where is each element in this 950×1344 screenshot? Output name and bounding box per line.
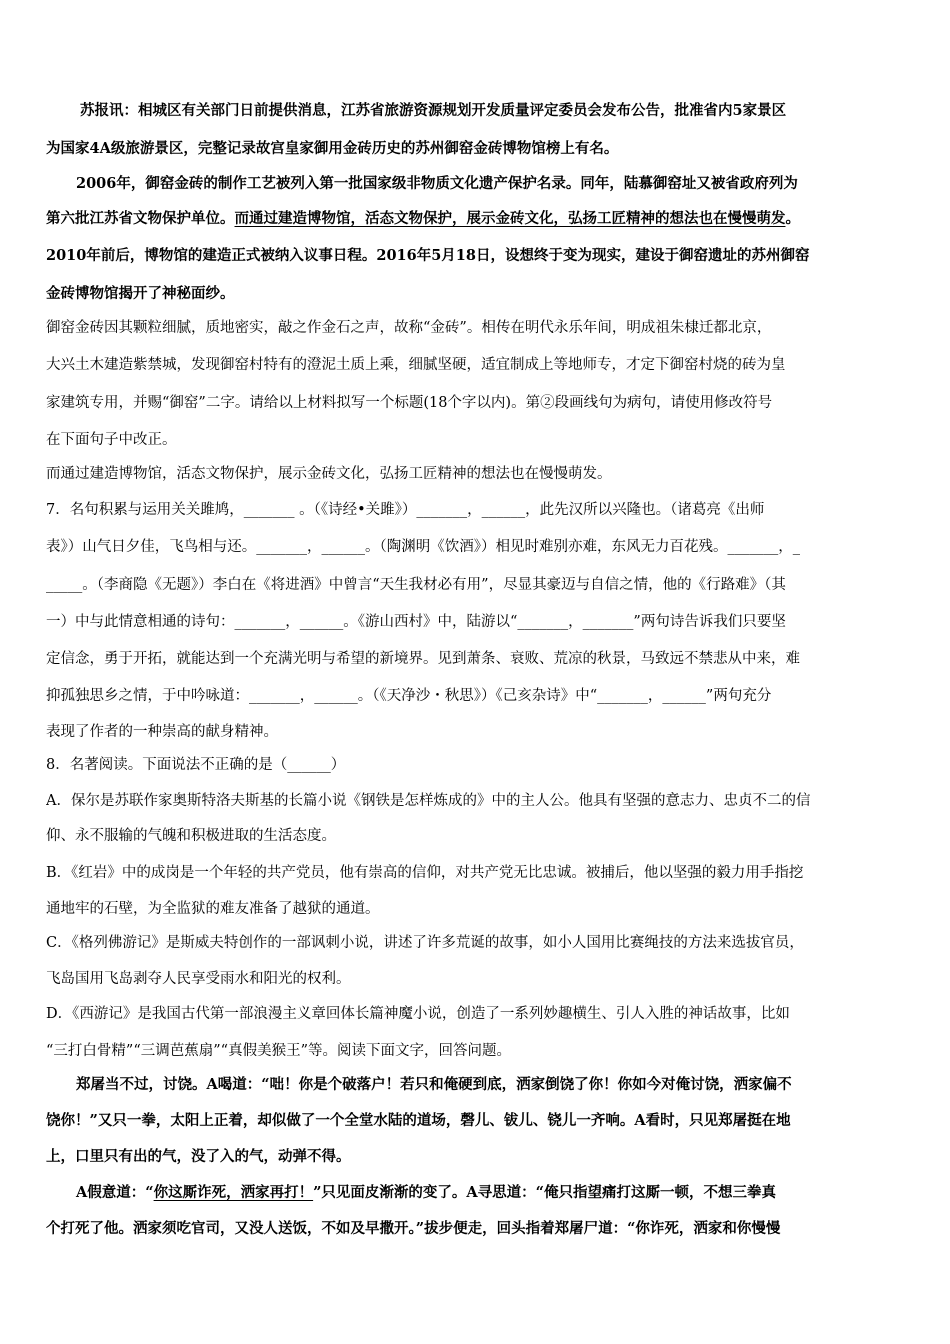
para3-line1: 御窑金砖因其颗粒细腻，质地密实，敲之作金石之声，故称“金砖”。相传在明代永乐年间，明成祖朱棣迁都北京， [46, 320, 772, 336]
q8-option-a-line2: 仰、永不服输的气魄和积极进取的生活态度。 [46, 828, 336, 844]
para2-line2 [46, 209, 908, 229]
para2-line2-start: 第六批江苏省文物保护单位。 [46, 210, 235, 227]
q8-option-c-line1: C．《格列佛游记》是斯威夫特创作的一部讽刺小说，讲述了许多荒诞的故事，如小人国用比赛绳技的方法来选拔官员， [46, 935, 804, 951]
q7-line3: _____。（李商隐《无题》）李白在《将进酒》中曾言“天生我材必有用”，尽显其豪迈与自信之情，他的《行路难》（其 [46, 577, 786, 593]
para3-line2: 大兴土木建造紫禁城，发现御窑村特有的澄泥土质上乘，细腻坚硬，适宜制成上等地师专，才定下御窑村烧的砖为皇 [46, 357, 786, 373]
q7-line4: 一）中与此情意相通的诗句：_______，______。《游山西村》中，陆游以“_______，_______”两句诗告诉我们只要坚 [46, 614, 786, 630]
q8-option-a-line1: A．保尔是苏联作家奥斯特洛夫斯基的长篇小说《钢铁是怎样炼成的》中的主人公。他具有坚强的意志力、忠贞不二的信 [46, 793, 811, 809]
q8-option-b-line1: B．《红岩》中的成岗是一个年轻的共产党员，他有崇高的信仰，对共产党无比忠诚。被捕后，他以坚强的毅力用手指挖 [46, 865, 804, 881]
underlined-sentence: 而通过建造博物馆，活态文物保护，展示金砖文化，弘扬工匠精神的想法也在慢慢萌发 [234, 210, 786, 227]
para4-line3: 上，口里只有出的气，没了入的气，动弹不得。 [46, 1148, 351, 1165]
q7-line5: 定信念，勇于开拓，就能达到一个充满光明与希望的新境界。见到萧条、衰败、荒凉的秋景，马致远不禁悲从中来，难 [46, 651, 800, 667]
para3-line4: 在下面句子中改正。 [46, 432, 177, 448]
para5-line1-end: ”只见面皮渐渐的变了。A寻思道：“俺只指望痛打这厮一顿，不想三拳真 [313, 1184, 777, 1201]
q7-line6: 抑孤独思乡之情，于中吟咏道：_______，______。（《天净沙・秋思》）《己亥杂诗》中“_______，______”两句充分 [46, 688, 772, 704]
para5-line1-start: A假意道：“ [76, 1184, 154, 1201]
para1-line1: 苏报讯：相城区有关部门日前提供消息，江苏省旅游资源规划开发质量评定委员会发布公告，批准省内5家景区 [80, 102, 787, 119]
para4-line2: 饶你！”又只一拳，太阳上正着，却似做了一个全堂水陆的道场，磬儿、钹儿、铙儿一齐响。A看时，只见郑屠挺在地 [46, 1112, 791, 1129]
q8-option-c-line2: 飞岛国用飞岛剥夺人民享受雨水和阳光的权利。 [46, 971, 351, 987]
para2-line4: 金砖博物馆揭开了神秘面纱。 [46, 285, 235, 302]
q8-stem: 8．名著阅读。下面说法不正确的是（______） [46, 757, 346, 773]
para3-line3: 家建筑专用，并赐“御窑”二字。请给以上材料拟写一个标题(18个字以内)。第②段画线句为病句，请使用修改符号 [46, 395, 773, 411]
para4-line1: 郑屠当不过，讨饶。A喝道：“咄！你是个破落户！若只和俺硬到底，洒家倒饶了你！你如今对俺讨饶，洒家偏不 [76, 1076, 792, 1093]
q7-line7: 表现了作者的一种崇高的献身精神。 [46, 724, 278, 740]
para1-line2: 为国家4A级旅游景区，完整记录故宫皇家御用金砖历史的苏州御窑金砖博物馆榜上有名。 [46, 140, 619, 157]
q8-option-b-line2: 通地牢的石壁，为全监狱的难友准备了越狱的通道。 [46, 901, 380, 917]
underlined-quote: 你这厮诈死，洒家再打！ [153, 1184, 314, 1201]
q8-option-d-line1: D．《西游记》是我国古代第一部浪漫主义章回体长篇神魔小说，创造了一系列妙趣横生、引人入胜的神话故事，比如 [46, 1006, 790, 1022]
q8-option-d-line2: “三打白骨精”“三调芭蕉扇”“真假美猴王”等。阅读下面文字，回答问题。 [46, 1043, 511, 1059]
para5-line1 [46, 1183, 938, 1203]
para3-line5: 而通过建造博物馆，活态文物保护，展示金砖文化，弘扬工匠精神的想法也在慢慢萌发。 [46, 466, 612, 482]
para2-line1: 2006年，御窑金砖的制作工艺被列入第一批国家级非物质文化遗产保护名录。同年，陆慕御窑址又被省政府列为 [76, 175, 798, 192]
q7-line2: 表》）山气日夕佳，飞鸟相与还。_______，______。（陶渊明《饮酒》）相见时难别亦难，东风无力百花残。_______，_ [46, 539, 800, 555]
para2-line2-end: 。 [785, 210, 800, 227]
para2-line3: 2010年前后，博物馆的建造正式被纳入议事日程。2016年5月18日，设想终于变为现实，建设于御窑遗址的苏州御窑 [46, 247, 810, 264]
para5-line2: 个打死了他。洒家须吃官司，又没人送饭，不如及早撒开。”拔步便走，回头指着郑屠尸道：“你诈死，洒家和你慢慢 [46, 1220, 781, 1237]
q7-line1: 7．名句积累与运用关关雎鸠，_______ 。（《诗经•关雎》）_______，______，此先汉所以兴隆也。（诸葛亮《出师 [46, 502, 765, 518]
